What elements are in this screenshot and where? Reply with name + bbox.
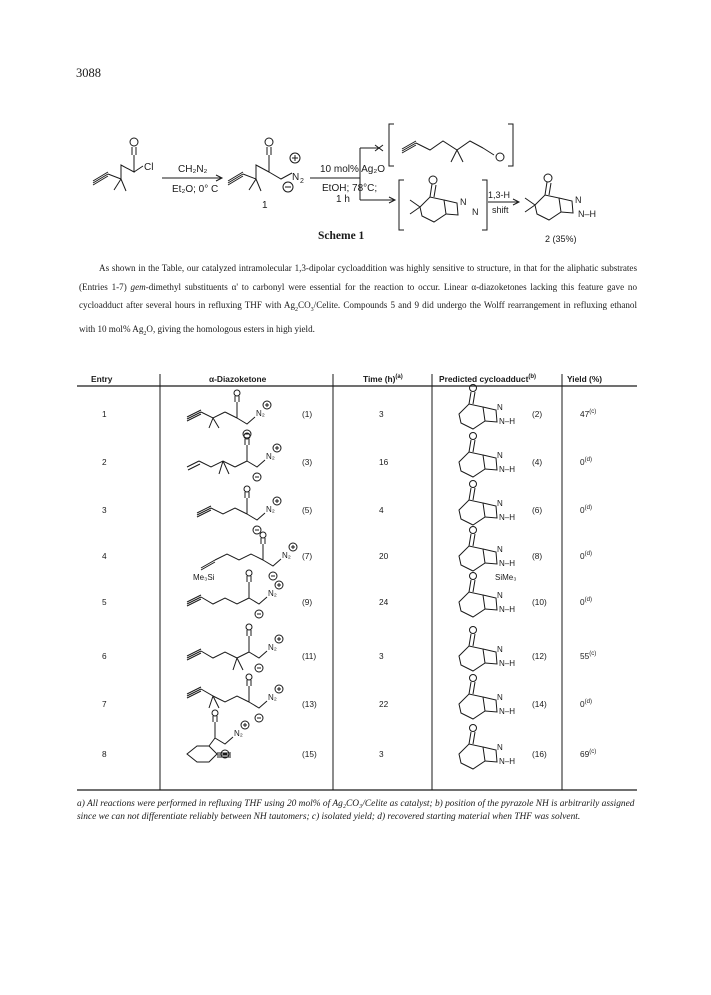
struct-text: N xyxy=(497,645,503,654)
acid-chloride-structure xyxy=(93,138,143,191)
diazoketone-label: (15) xyxy=(302,749,317,759)
yield-value: 0$^{(d)}$ xyxy=(580,551,592,561)
results-table xyxy=(77,374,637,794)
reaction-scheme xyxy=(0,0,711,250)
struct-text: Me₃Si xyxy=(193,573,215,582)
yield-value: 0$^{(d)}$ xyxy=(580,505,592,515)
cycloadduct-label: (6) xyxy=(532,505,543,515)
header-product: Predicted cycloadduct$^{(b)}$ xyxy=(439,374,537,384)
diazoketone-label: (13) xyxy=(302,699,317,709)
table-footnote: a) All reactions were performed in refluxing THF using 20 mol% of Ag₂CO₃/Celite as catalyst; b) position of the pyrazole NH is arbitrarily assigned since we can not differentiate reliably between NH tautomers; c) isolated yield; d) recovered starting material when THF was solvent. xyxy=(77,799,635,823)
cycloadduct-label: (14) xyxy=(532,699,547,709)
svg-text:N: N xyxy=(575,195,582,205)
reagent-2-mid: EtOH; 78°C; xyxy=(322,183,378,194)
reaction-time: 3 xyxy=(379,749,384,759)
page-number: 3088 xyxy=(76,66,101,80)
cycloadduct-label: (8) xyxy=(532,551,543,561)
svg-text:2: 2 xyxy=(300,178,304,185)
struct-text: N₂ xyxy=(266,452,275,461)
struct-text: N–H xyxy=(499,605,516,614)
struct-text: N xyxy=(497,591,503,600)
body-paragraph: As shown in the Table, our catalyzed intramolecular 1,3-dipolar cycloaddition was highly sensitive to structure, in that for the aliphatic substrates (Entries 1-7) gem-dimethyl substituents α' to carbonyl were essential for the reaction to occur. Linear α-diazoketones lacking this feature gave no cycloadduct after several hours in refluxing THF with $Ag_2CO_3$/Celite. Compounds 5 and 9 did undergo the Wolff rearrangement in refluxing ethanol with 10 mol% $Ag_2O$, giving the homologous esters in high yield. xyxy=(79,263,637,337)
cycloadduct-label: (4) xyxy=(532,457,543,467)
scheme-caption: Scheme 1 xyxy=(318,230,365,242)
entry-number: 2 xyxy=(102,457,107,467)
yield-value: 69$^{(c)}$ xyxy=(580,749,597,759)
reaction-time: 24 xyxy=(379,597,389,607)
reagent-2-bot: 1 h xyxy=(336,194,350,205)
yield-value: 0$^{(d)}$ xyxy=(580,457,592,467)
reagent-1-bottom: Et₂O; 0° C xyxy=(172,184,219,195)
struct-text: N–H xyxy=(499,465,516,474)
struct-text: N–H xyxy=(499,757,516,766)
struct-text: N₂ xyxy=(268,589,277,598)
diazoketone-label: (3) xyxy=(302,457,313,467)
intermediate-structure xyxy=(410,176,458,222)
shift-bottom: shift xyxy=(492,205,509,215)
diazoketone-label: (5) xyxy=(302,505,313,515)
diazoketone-label: (9) xyxy=(302,597,313,607)
svg-text:N: N xyxy=(292,172,300,183)
yield-value: 0$^{(d)}$ xyxy=(580,699,592,709)
cycloadduct-label: (12) xyxy=(532,651,547,661)
reagent-1-top: CH₂N₂ xyxy=(178,164,208,175)
struct-text: N–H xyxy=(499,513,516,522)
struct-text: N xyxy=(497,693,503,702)
cycloadduct-label: (10) xyxy=(532,597,547,607)
svg-text:N: N xyxy=(460,197,467,207)
reaction-time: 16 xyxy=(379,457,389,467)
struct-text: N₂ xyxy=(282,551,291,560)
header-yield: Yield (%) xyxy=(567,374,603,384)
header-diazoketone: α-Diazoketone xyxy=(209,374,267,384)
header-time: Time $(h)^{(a)}$ xyxy=(363,374,403,384)
reagent-2-top: 10 mol% Ag₂O xyxy=(320,164,386,175)
cycloadduct-label: (2) xyxy=(532,409,543,419)
compound-1-label: 1 xyxy=(262,200,268,211)
reaction-time: 22 xyxy=(379,699,389,709)
struct-text: N xyxy=(497,451,503,460)
struct-text: N₂ xyxy=(268,643,277,652)
diazoketone-label: (1) xyxy=(302,409,313,419)
entry-number: 4 xyxy=(102,551,107,561)
reaction-time: 3 xyxy=(379,409,384,419)
entry-number: 6 xyxy=(102,651,107,661)
reaction-time: 3 xyxy=(379,651,384,661)
struct-text: N–H xyxy=(499,659,516,668)
struct-text: N₂ xyxy=(256,409,265,418)
reaction-time: 4 xyxy=(379,505,384,515)
entry-number: 1 xyxy=(102,409,107,419)
struct-text: N₂ xyxy=(268,693,277,702)
diazoketone-1-structure xyxy=(228,138,300,192)
struct-text: N–H xyxy=(499,417,516,426)
diazoketone-label: (7) xyxy=(302,551,313,561)
reaction-time: 20 xyxy=(379,551,389,561)
struct-text: N₂ xyxy=(234,729,243,738)
struct-text: N₂ xyxy=(266,505,275,514)
yield-value: 47$^{(c)}$ xyxy=(580,409,597,419)
product-2-structure xyxy=(525,174,573,220)
svg-text:N: N xyxy=(472,207,479,217)
yield-value: 55$^{(c)}$ xyxy=(580,651,597,661)
cl-atom: Cl xyxy=(144,162,154,173)
struct-text: N xyxy=(497,403,503,412)
cycloadduct-label: (16) xyxy=(532,749,547,759)
entry-number: 3 xyxy=(102,505,107,515)
struct-text: N–H xyxy=(499,559,516,568)
shift-top: 1,3-H xyxy=(488,190,511,200)
structures-layer xyxy=(77,374,637,794)
entry-number: 7 xyxy=(102,699,107,709)
diazoketone-label: (11) xyxy=(302,651,317,661)
entry-number: 5 xyxy=(102,597,107,607)
entry-number: 8 xyxy=(102,749,107,759)
struct-text: SiMe₃ xyxy=(495,573,517,582)
struct-text: N–H xyxy=(499,707,516,716)
header-entry: Entry xyxy=(91,374,113,384)
yield-value: 0$^{(d)}$ xyxy=(580,597,592,607)
product-2-label: 2 (35%) xyxy=(545,234,577,244)
struct-text: N xyxy=(497,743,503,752)
ketene-structure xyxy=(402,141,504,162)
struct-text: N xyxy=(497,499,503,508)
struct-text: N xyxy=(497,545,503,554)
svg-text:N–H: N–H xyxy=(578,209,597,219)
